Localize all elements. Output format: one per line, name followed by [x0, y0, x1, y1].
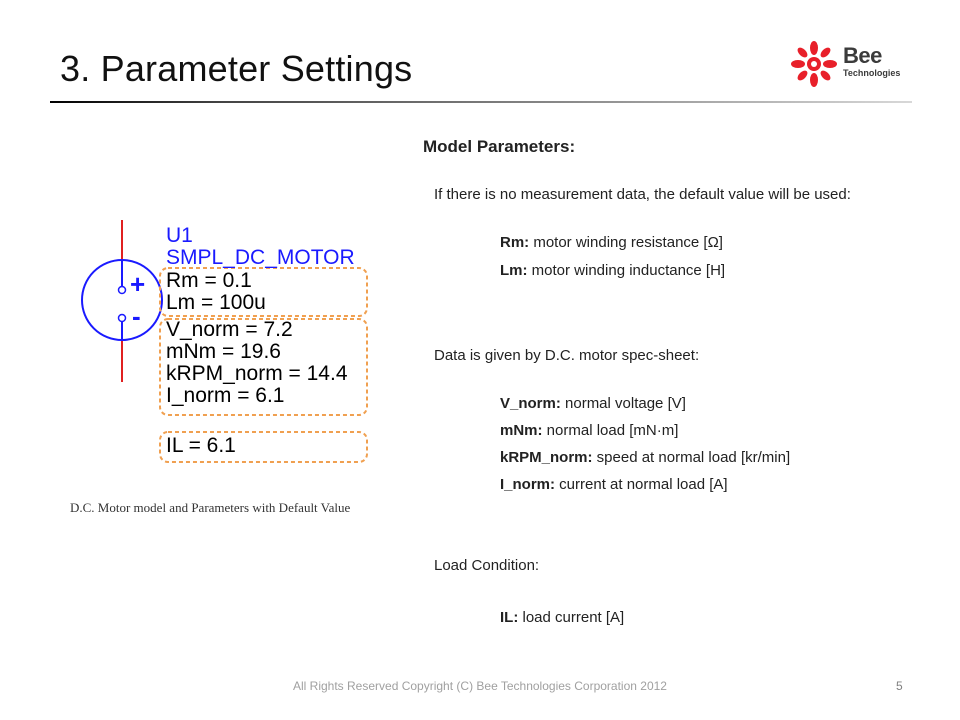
spec-sheet-intro: Data is given by D.C. motor spec-sheet: [434, 347, 700, 364]
param-line-lm: Lm = 100u [166, 291, 266, 314]
slide-title: 3. Parameter Settings [60, 48, 413, 89]
param-desc-vnorm [500, 393, 686, 415]
logo-subtitle: Technologies [843, 68, 901, 78]
minus-symbol: - [132, 301, 141, 331]
param-desc: current at normal load [A] [555, 476, 728, 493]
top-pin [119, 287, 126, 294]
param-desc-inorm [500, 474, 728, 496]
logo-name: Bee [843, 43, 882, 68]
param-name: kRPM_norm: [500, 449, 593, 466]
param-desc: speed at normal load [kr/min] [592, 449, 791, 466]
bee-technologies-logo [790, 40, 915, 88]
copyright-footer: All Rights Reserved Copyright (C) Bee Technologies Corporation 2012 [293, 679, 667, 693]
default-value-intro: If there is no measurement data, the default value will be used: [434, 186, 851, 203]
load-condition-intro: Load Condition: [434, 557, 540, 574]
param-line-krpm: kRPM_norm = 14.4 [166, 362, 348, 385]
param-name: I_norm: [500, 476, 556, 493]
instance-label: U1 [166, 224, 193, 247]
model-label: SMPL_DC_MOTOR [166, 246, 355, 269]
figure-caption: D.C. Motor model and Parameters with Default Value [70, 500, 351, 515]
param-line-mnm: mNm = 19.6 [166, 340, 281, 363]
param-name: V_norm: [500, 395, 561, 412]
param-desc: load current [A] [518, 609, 625, 626]
param-desc-lm [500, 260, 725, 282]
param-desc: normal voltage [V] [560, 395, 686, 412]
param-line-vnorm: V_norm = 7.2 [166, 318, 293, 341]
param-desc-il [500, 607, 624, 629]
param-desc: normal load [mN·m] [542, 422, 679, 439]
param-line-il: IL = 6.1 [166, 434, 236, 457]
param-desc-krpm [500, 447, 790, 469]
bee-flower-icon [790, 40, 840, 88]
model-parameters-heading: Model Parameters: [423, 137, 576, 156]
dc-motor-schematic [70, 210, 390, 500]
param-desc-rm [500, 232, 723, 254]
param-desc-mnm [500, 420, 678, 442]
param-line-inorm: I_norm = 6.1 [166, 384, 285, 407]
param-line-rm: Rm = 0.1 [166, 269, 252, 292]
param-desc: motor winding resistance [Ω] [529, 234, 723, 251]
bottom-pin [119, 315, 126, 322]
title-divider [50, 101, 912, 103]
param-desc: motor winding inductance [H] [527, 262, 726, 279]
plus-symbol: + [130, 269, 146, 299]
page-number: 5 [896, 679, 903, 693]
param-name: mNm: [500, 422, 543, 439]
param-name: IL: [500, 609, 519, 626]
param-name: Rm: [500, 234, 530, 251]
param-name: Lm: [500, 262, 528, 279]
